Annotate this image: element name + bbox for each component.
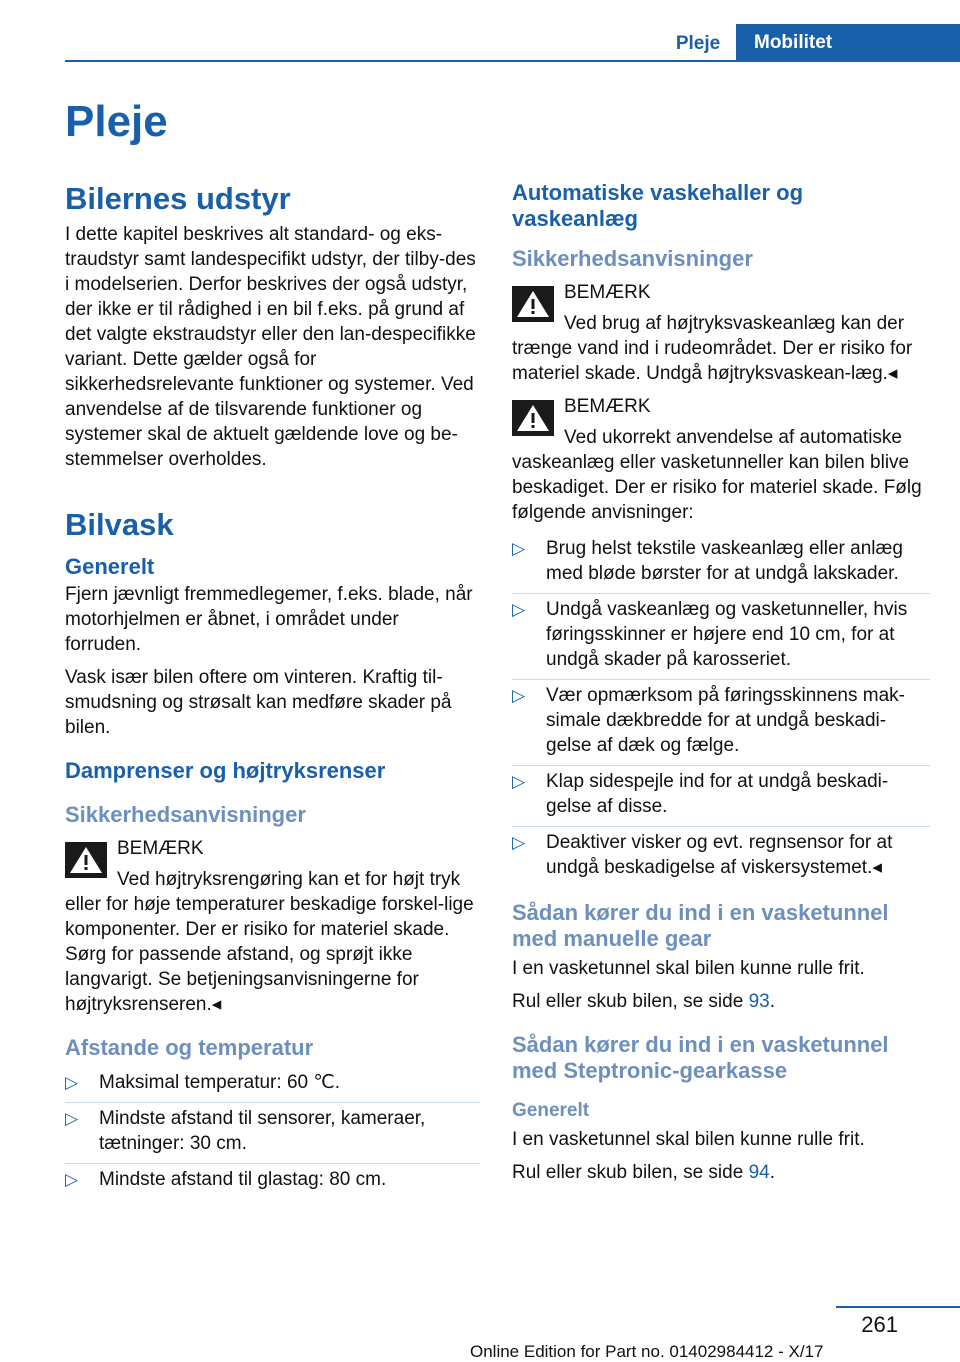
triangle-bullet-icon: ▷ xyxy=(65,1109,79,1128)
triangle-bullet-icon: ▷ xyxy=(512,539,526,558)
page-link-93[interactable]: 93 xyxy=(748,991,770,1012)
step-paragraph-1: I en vasketunnel skal bilen kunne rulle frit. xyxy=(512,1129,865,1150)
warning-icon xyxy=(512,286,554,322)
warning-block xyxy=(512,280,930,386)
warning-heading: BEMÆRK xyxy=(564,396,651,417)
list-item: ▷ Maksimal temperatur: 60 ℃. xyxy=(65,1072,340,1093)
footer-rule xyxy=(836,1306,960,1308)
triangle-bullet-icon: ▷ xyxy=(512,600,526,619)
heading-steptronic: Sådan kører du ind i en vasketunnel med Steptronic-gearkasse xyxy=(512,1032,889,1083)
warning-heading: BEMÆRK xyxy=(564,282,651,303)
right-column xyxy=(512,180,930,1193)
tab-mobilitet[interactable]: Mobilitet xyxy=(736,24,960,62)
list-item: ▷ Deaktiver visker og evt. regnsensor for at undgå beskadigelse af viskersystemet.◂ xyxy=(512,826,930,882)
warning-block xyxy=(65,836,480,1017)
page-title: Pleje xyxy=(65,97,168,146)
step-paragraph-2: Rul eller skub bilen, se side 94. xyxy=(512,1162,775,1183)
vaskeanlaeg-list xyxy=(512,533,930,882)
heading-automatiske: Automatiske vaskehaller og vaskeanlæg xyxy=(512,180,804,231)
heading-damprenser: Damprenser og højtryksrenser xyxy=(65,758,386,783)
warning-icon xyxy=(512,400,554,436)
warning-block xyxy=(512,394,930,525)
triangle-bullet-icon: ▷ xyxy=(65,1170,79,1189)
heading-sikkerhedsanvisninger: Sikkerhedsanvisninger xyxy=(65,802,306,827)
section-title-bilvask: Bilvask xyxy=(65,507,174,542)
section-title-udstyr: Bilernes udstyr xyxy=(65,181,291,216)
triangle-bullet-icon: ▷ xyxy=(512,686,526,705)
left-column xyxy=(65,180,480,1199)
header-rule xyxy=(65,60,960,62)
afstand-list xyxy=(65,1067,480,1194)
page-link-94[interactable]: 94 xyxy=(748,1162,770,1183)
list-item: ▷ Undgå vaskeanlæg og vasketunneller, hvis føringsskinner er højere end 10 cm, for at undgå skader på karosseriet. xyxy=(512,593,930,674)
manuel-paragraph-1: I en vasketunnel skal bilen kunne rulle frit. xyxy=(512,958,865,979)
list-item: ▷ Mindste afstand til sensorer, kameraer, tætninger: 30 cm. xyxy=(65,1102,480,1158)
heading-sikkerhedsanvisninger-right: Sikkerhedsanvisninger xyxy=(512,246,753,271)
udstyr-text: I dette kapitel beskrives alt standard- og eks-traudstyr samt landespecifikt udstyr, der tilby-des i modelserien. Derfor beskrives der også udstyr, der ikke er til rådighed i en bil f.eks. på grund af det valgte ekstraudstyr eller den lan-despecifikke variant. Dette gælder også for sikkerhedsrelevante funktioner og systemer. Ved anvendelse af de tilsvarende funktioner og systemer skal de aktuelt gældende love og be-stemmelser overholdes. xyxy=(65,224,476,470)
triangle-bullet-icon: ▷ xyxy=(512,833,526,852)
warning-icon xyxy=(65,842,107,878)
tab-pleje[interactable]: Pleje xyxy=(675,33,721,54)
warning-text: Ved højtryksrengøring kan et for højt tryk eller for høje temperaturer beskadige forskel-lige komponenter. Der er risiko for materiel skade. Sørg for passende afstand, og sprøjt ikke langvarigt. Se betjeningsanvisningerne for højtryksrenseren.◂ xyxy=(65,869,474,1015)
generelt-paragraph-1: Fjern jævnligt fremmedlegemer, f.eks. blade, når motorhjelmen er åbnet, i området under forruden. xyxy=(65,584,473,655)
heading-generelt-steptronic: Generelt xyxy=(512,1100,590,1121)
list-item: ▷ Mindste afstand til glastag: 80 cm. xyxy=(65,1163,480,1194)
manuel-paragraph-2: Rul eller skub bilen, se side 93. xyxy=(512,991,775,1012)
page-number: 261 xyxy=(861,1312,898,1337)
triangle-bullet-icon: ▷ xyxy=(512,772,526,791)
triangle-bullet-icon: ▷ xyxy=(65,1073,79,1092)
heading-manuelle-gear: Sådan kører du ind i en vasketunnel med manuelle gear xyxy=(512,900,889,951)
footer-edition: Online Edition for Part no. 01402984412 - X/17 xyxy=(470,1342,824,1361)
warning-text: Ved brug af højtryksvaskeanlæg kan der trænge vand ind i rudeområdet. Der er risiko for materiel skade. Undgå højtryksvaskean-læg.◂ xyxy=(512,313,913,384)
list-item: ▷ Brug helst tekstile vaskeanlæg eller anlæg med bløde børster for at undgå lakskader. xyxy=(512,538,903,584)
generelt-paragraph-2: Vask især bilen oftere om vinteren. Kraftig til-smudsning og strøsalt kan medføre skader på bilen. xyxy=(65,667,452,738)
list-item: ▷ Klap sidespejle ind for at undgå beskadi-gelse af disse. xyxy=(512,765,930,821)
warning-heading: BEMÆRK xyxy=(117,838,204,859)
heading-afstande: Afstande og temperatur xyxy=(65,1035,314,1060)
warning-text: Ved ukorrekt anvendelse af automatiske vaskeanlæg eller vasketunneller kan bilen blive beskadiget. Der er risiko for materiel skade. Følg følgende anvisninger: xyxy=(512,427,922,523)
list-item: ▷ Vær opmærksom på føringsskinnens mak-simale dækbredde for at undgå beskadi-gelse af dæk og fælge. xyxy=(512,679,930,760)
heading-generelt: Generelt xyxy=(65,554,155,579)
